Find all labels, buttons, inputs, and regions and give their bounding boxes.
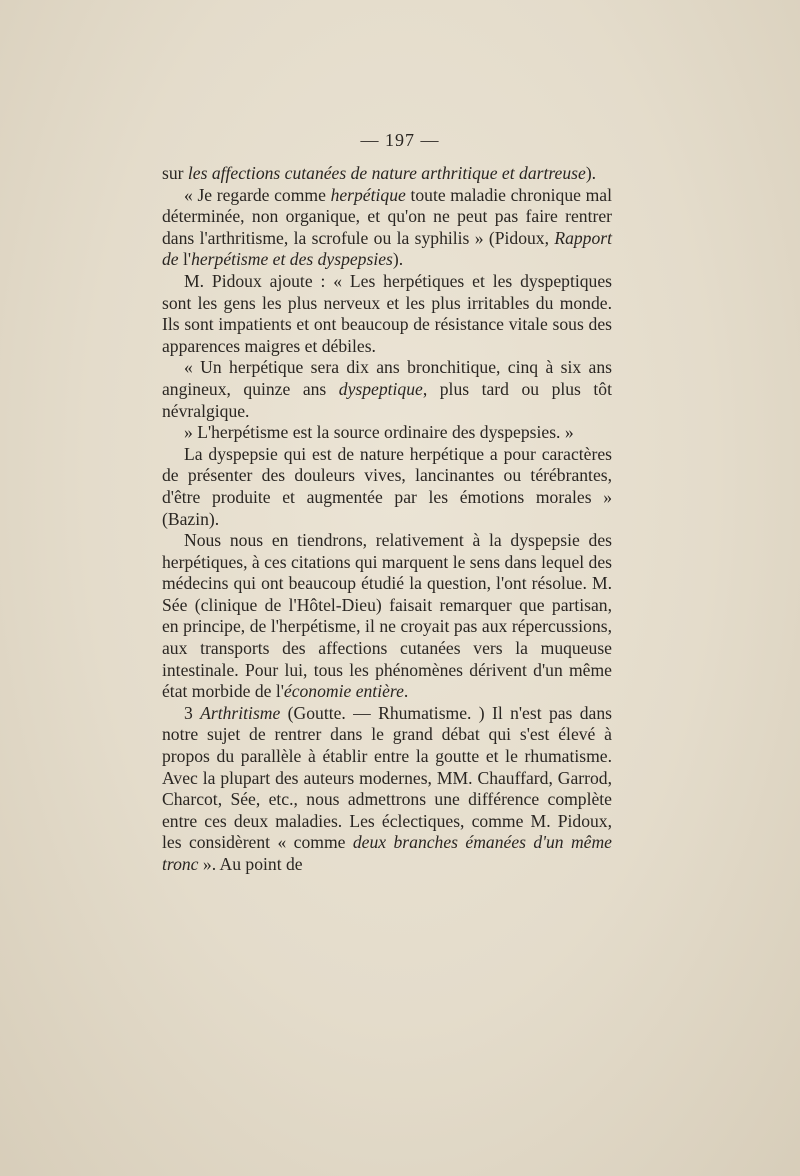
italic-text: Arthritisme — [200, 702, 281, 723]
paragraph — [162, 357, 612, 422]
text-run: » L'herpétisme est la source ordinaire des dyspepsies. » — [184, 422, 574, 443]
text-run: . — [403, 681, 409, 702]
text-run: Nous nous en tiendrons, relativement à la dyspepsie des herpétiques, à ces citations qui marquent le sens dans lequel des médecins qui ont beaucoup étudié la question, l'ont résolue. M. Sée (clinique de l'Hôtel-Dieu) faisait remarquer que partisan, en principe, de l'herpétisme, il ne croyait pas aux répercussions, aux transports des affections cutanées vers la muqueuse intestinale. Pour lui, tous les phénomènes dérivent d'un même état morbide de l' — [162, 530, 612, 702]
text-run: M. Pidoux ajoute : « Les herpétiques et les dyspeptiques sont les gens les plus nerveux et les plus irritables du monde. Ils sont impatients et ont beaucoup de résistance vitale sous des apparences maigres et débiles. — [162, 270, 612, 356]
paragraph — [162, 163, 612, 185]
text-run: ». Au point de — [198, 854, 303, 874]
italic-text: herpétisme et des dyspepsies — [191, 249, 393, 270]
paragraph — [162, 444, 612, 530]
text-run: l' — [178, 249, 192, 270]
italic-text: économie entière — [283, 681, 404, 702]
text-run: (Goutte. — Rhumatisme. ) Il n'est pas dans notre sujet de rentrer dans le grand débat qui s'est élevé à propos du parallèle à établir entre la goutte et le rhumatisme. Avec la plupart des auteurs modernes, MM. Chauffard, Garrod, Charcot, Sée, etc., nous admettrons une différence complète entre ces deux maladies. Les éclectiques, comme M. Pidoux, les considèrent « comme — [162, 702, 612, 853]
text-run: « Un herpétique sera dix ans bronchitique, cinq à six ans angineux, quinze ans — [162, 357, 612, 399]
italic-text: Rapport de — [162, 227, 612, 270]
paragraph — [162, 703, 612, 876]
italic-text: deux branches émanées d'un même tronc — [162, 832, 612, 874]
text-run: sur — [162, 163, 188, 183]
body-text — [162, 163, 612, 876]
text-run: ). — [392, 249, 404, 270]
paragraph — [162, 422, 612, 444]
text-run: toute maladie chronique mal déterminée, non organique, et qu'on ne peut pas faire rentrer dans l'arthritisme, la scrofule ou la syphilis » (Pidoux, — [162, 184, 612, 248]
text-run: , plus tard ou plus tôt névralgique. — [162, 378, 612, 421]
text-run: « Je regarde comme — [184, 184, 331, 205]
page-number: — 197 — — [360, 130, 440, 150]
text-run: La dyspepsie qui est de nature herpétique a pour caractères de présenter des douleurs vives, lancinantes ou térébrantes, d'être produite et augmentée par les émotions morales » (Bazin). — [162, 443, 612, 529]
paragraph — [162, 185, 612, 271]
italic-text: dyspeptique — [338, 378, 423, 399]
paragraph — [162, 271, 612, 357]
italic-text: les affections cutanées de nature arthritique et dartreuse — [187, 163, 586, 183]
text-run: 3 — [184, 702, 201, 723]
paragraph — [162, 530, 612, 703]
italic-text: herpétique — [330, 184, 406, 205]
text-run: ). — [585, 163, 597, 183]
